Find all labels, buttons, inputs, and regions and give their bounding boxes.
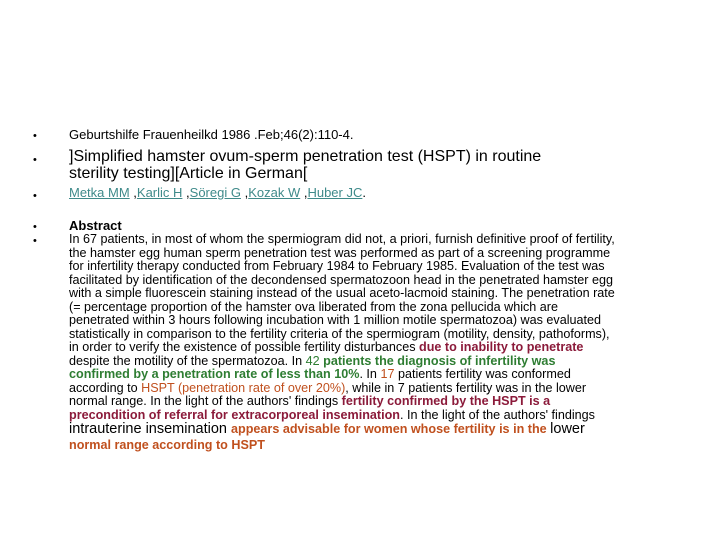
abstract-line: with a simple fluorescein staining instead of the usual aceto-lacmoid staining. The penetration rate	[69, 286, 615, 300]
highlight-number: 17	[380, 367, 395, 381]
highlight-text: precondition of referral for extracorporeal insemination	[69, 408, 401, 422]
highlight-text: confirmed by a penetration rate of less than 10%	[69, 367, 360, 381]
author-link[interactable]: Söregi G	[189, 185, 241, 200]
abstract-line: the hamster egg human sperm penetration test was performed as part of a screening programme	[69, 246, 611, 260]
text: lower	[550, 421, 585, 437]
author-list: Metka MM ,Karlic H ,Söregi G ,Kozak W ,Huber JC.	[69, 185, 366, 200]
abstract-line	[69, 423, 585, 436]
text: intrauterine insemination	[69, 421, 232, 437]
bullet: •	[33, 190, 37, 202]
text: despite the motility of the spermatozoa. In	[69, 354, 306, 368]
abstract-line	[69, 368, 571, 381]
bullet: •	[33, 154, 37, 166]
article-title-line-2: sterility testing][Article in German[	[69, 165, 308, 182]
text: patients fertility was conformed	[394, 367, 571, 381]
author-link[interactable]: Metka MM	[69, 185, 130, 200]
text: . In the light of the authors' findings	[400, 408, 595, 422]
text: , while in 7 patients fertility was in the lower	[345, 381, 587, 395]
abstract-line	[69, 439, 265, 452]
highlight-text: fertility confirmed by the HSPT is a	[341, 394, 551, 408]
highlight-text: normal range according to HSPT	[69, 438, 265, 452]
abstract-line: statistically in comparison to the fertility criteria of the spermiogram (motility, density, pathoforms),	[69, 327, 610, 341]
highlight-text: appears advisable for women whose fertility is in the	[231, 422, 551, 436]
bullet: •	[33, 221, 37, 233]
bullet: •	[33, 130, 37, 142]
abstract-line: facilitated by identification of the decondensed spermatozoon head in the penetrated hamster egg	[69, 273, 613, 287]
abstract-line	[69, 395, 550, 408]
citation: Geburtshilfe Frauenheilkd 1986 .Feb;46(2):110-4.	[69, 127, 354, 142]
highlight-text: patients the diagnosis of infertility was	[319, 354, 556, 368]
highlight-number: 42	[305, 354, 320, 368]
text: . In	[359, 367, 381, 381]
abstract-line: penetrated within 3 hours following incubation with 1 million motile spermatozoa) was evaluated	[69, 313, 602, 327]
text: in order to verify the existence of possible fertility disturbances	[69, 340, 419, 354]
highlight-text: HSPT (penetration rate of over 20%)	[141, 381, 346, 395]
highlight-text: due to inability to penetrate	[419, 340, 584, 354]
abstract-line: for infertility therapy conducted from February 1984 to February 1985. Evaluation of the test was	[69, 259, 605, 273]
abstract-line	[69, 341, 583, 354]
abstract-heading: Abstract	[69, 218, 122, 233]
abstract-line: (= percentage proportion of the hamster ova liberated from the zona pellucida which are	[69, 300, 558, 314]
author-link[interactable]: Kozak W	[248, 185, 301, 200]
bullet: •	[33, 235, 37, 247]
article-title-line-1: ]Simplified hamster ovum-sperm penetration test (HSPT) in routine	[69, 148, 542, 165]
abstract-line: In 67 patients, in most of whom the spermiogram did not, a priori, furnish definitive proof of fertility,	[69, 232, 615, 246]
text: according to	[69, 381, 142, 395]
author-link[interactable]: Karlic H	[136, 185, 183, 200]
author-link[interactable]: Huber JC	[307, 185, 363, 200]
text: normal range. In the light of the authors' findings	[69, 394, 342, 408]
